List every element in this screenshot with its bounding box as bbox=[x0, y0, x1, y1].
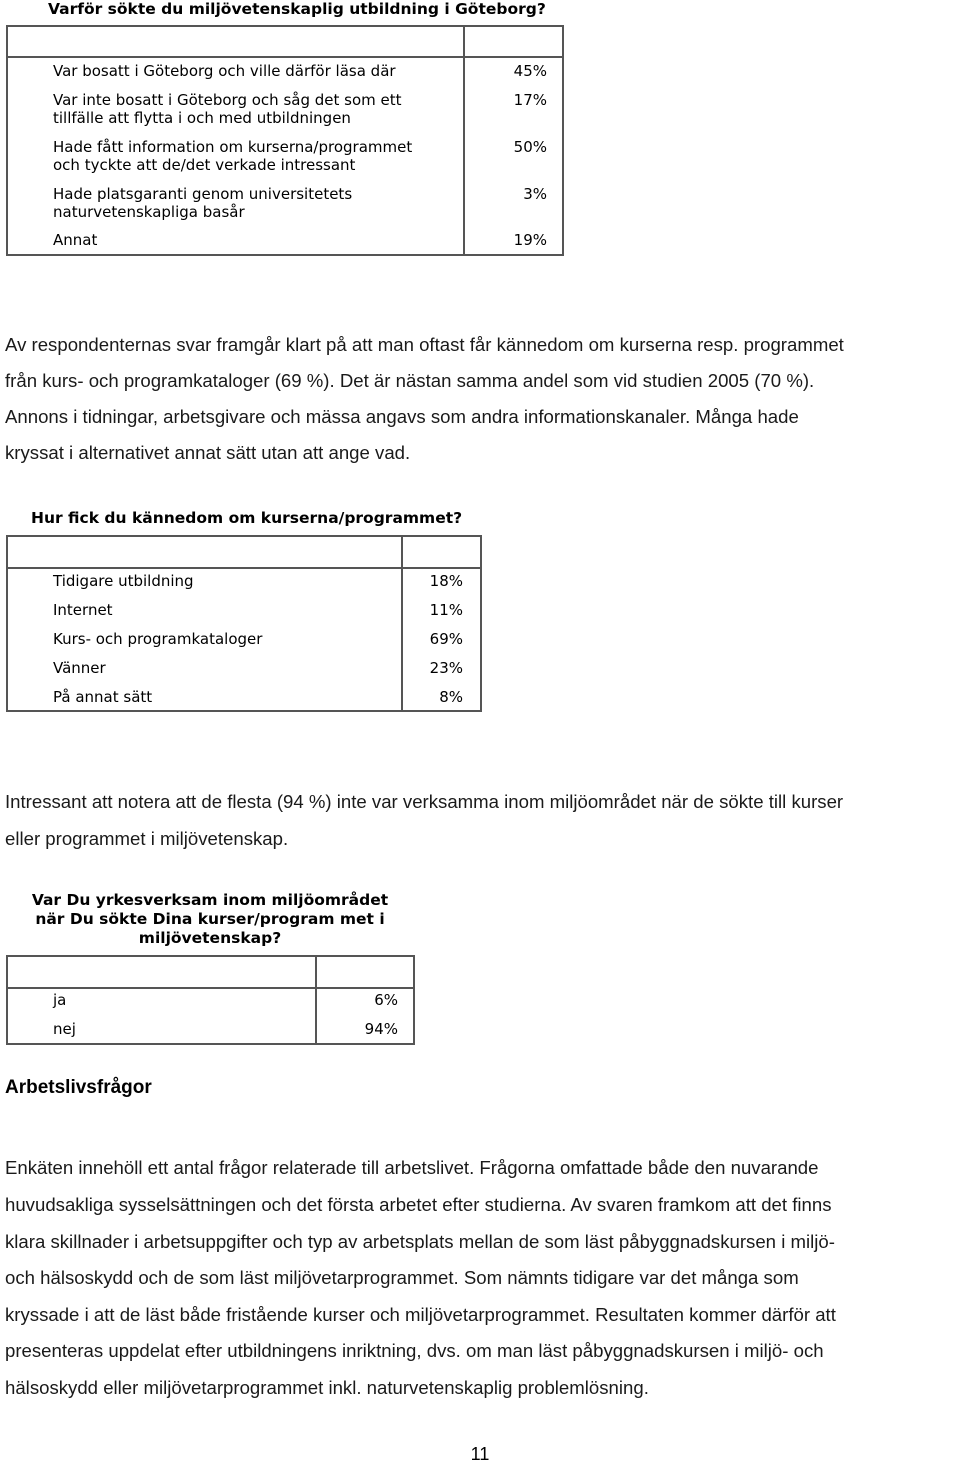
table1-row-value: 3% bbox=[523, 185, 547, 203]
table3-row-label: nej bbox=[53, 1020, 76, 1038]
table1-row-value: 50% bbox=[513, 138, 547, 156]
table3-title-line: miljövetenskap? bbox=[138, 929, 282, 947]
table2-row-value: 11% bbox=[429, 601, 463, 619]
text-line: Annons i tidningar, arbetsgivare och mässa angavs som andra informationskanaler. Många hade bbox=[5, 406, 799, 427]
text-line: hälsoskydd eller miljövetarprogrammet inkl. naturvetenskaplig problemlösning. bbox=[5, 1377, 649, 1398]
text-line: Av respondenternas svar framgår klart på att man oftast får kännedom om kurserna resp. programmet bbox=[5, 334, 844, 355]
text-line: eller programmet i miljövetenskap. bbox=[5, 828, 289, 849]
page-number: 11 bbox=[470, 1444, 490, 1464]
table1-row-label: Hade fått information om kurserna/programmet bbox=[53, 138, 413, 156]
table3-title-line: när Du sökte Dina kurser/program met i bbox=[35, 910, 385, 928]
table1-row-value: 19% bbox=[513, 231, 547, 249]
table1-row-label: Var inte bosatt i Göteborg och såg det som ett bbox=[53, 91, 402, 109]
table2-row-value: 8% bbox=[439, 688, 463, 706]
table1-row-label: Hade platsgaranti genom universitetets bbox=[53, 185, 353, 203]
table2-row-value: 23% bbox=[429, 659, 463, 677]
table2-row-label: Vänner bbox=[53, 659, 106, 677]
text-line: Intressant att notera att de flesta (94 %) inte var verksamma inom miljöområdet när de sökte till kurser bbox=[5, 791, 844, 812]
table2-row-value: 69% bbox=[429, 630, 463, 648]
table2-box bbox=[6, 535, 482, 712]
table1-row-label: tillfälle att flytta i och med utbildningen bbox=[53, 109, 351, 127]
table3-row-value: 6% bbox=[374, 991, 398, 1009]
table1-row-value: 17% bbox=[513, 91, 547, 109]
table2-row-label: På annat sätt bbox=[53, 688, 153, 706]
section-heading: Arbetslivsfrågor bbox=[5, 1077, 152, 1098]
table1-row-label: Var bosatt i Göteborg och ville därför läsa där bbox=[53, 62, 396, 80]
text-line: huvudsakliga sysselsättningen och det första arbetet efter studierna. Av svaren framkom att det finns bbox=[5, 1194, 832, 1215]
table3-title bbox=[20, 891, 400, 948]
table2-row-label: Tidigare utbildning bbox=[53, 572, 194, 590]
table3-row-label: ja bbox=[53, 991, 67, 1009]
table3-title-line: Var Du yrkesverksam inom miljöområdet bbox=[31, 891, 389, 909]
table2-row-label: Kurs- och programkataloger bbox=[53, 630, 263, 648]
text-line: från kurs- och programkataloger (69 %). Det är nästan samma andel som vid studien 2005 (70 %). bbox=[5, 370, 815, 391]
text-line: kryssat i alternativet annat sätt utan att ange vad. bbox=[5, 442, 411, 463]
table1-row-value: 45% bbox=[513, 62, 547, 80]
table2-row-label: Internet bbox=[53, 601, 113, 619]
table1-row-label: naturvetenskapliga basår bbox=[53, 203, 245, 221]
table2-title: Hur fick du kännedom om kurserna/programmet? bbox=[31, 509, 463, 527]
text-line: och hälsoskydd och de som läst miljövetarprogrammet. Som nämnts tidigare var det många som bbox=[5, 1267, 799, 1288]
table1-row-label: och tyckte att de/det verkade intressant bbox=[53, 156, 356, 174]
table3-row-value: 94% bbox=[364, 1020, 398, 1038]
text-line: Enkäten innehöll ett antal frågor relaterade till arbetslivet. Frågorna omfattade både den nuvarande bbox=[5, 1157, 819, 1178]
text-line: klara skillnader i arbetsuppgifter och typ av arbetsplats mellan de som läst påbyggnadskursen i miljö- bbox=[5, 1231, 835, 1252]
text-line: kryssade i att de läst både fristående kurser och miljövetarprogrammet. Resultaten kommer därför att bbox=[5, 1304, 836, 1325]
text-line: presenteras uppdelat efter utbildningens inriktning, dvs. om man läst påbyggnadskursen i miljö- och bbox=[5, 1340, 824, 1361]
table1-row-label: Annat bbox=[53, 231, 98, 249]
table1-title: Varför sökte du miljövetenskaplig utbildning i Göteborg? bbox=[48, 0, 546, 18]
table2-row-value: 18% bbox=[429, 572, 463, 590]
